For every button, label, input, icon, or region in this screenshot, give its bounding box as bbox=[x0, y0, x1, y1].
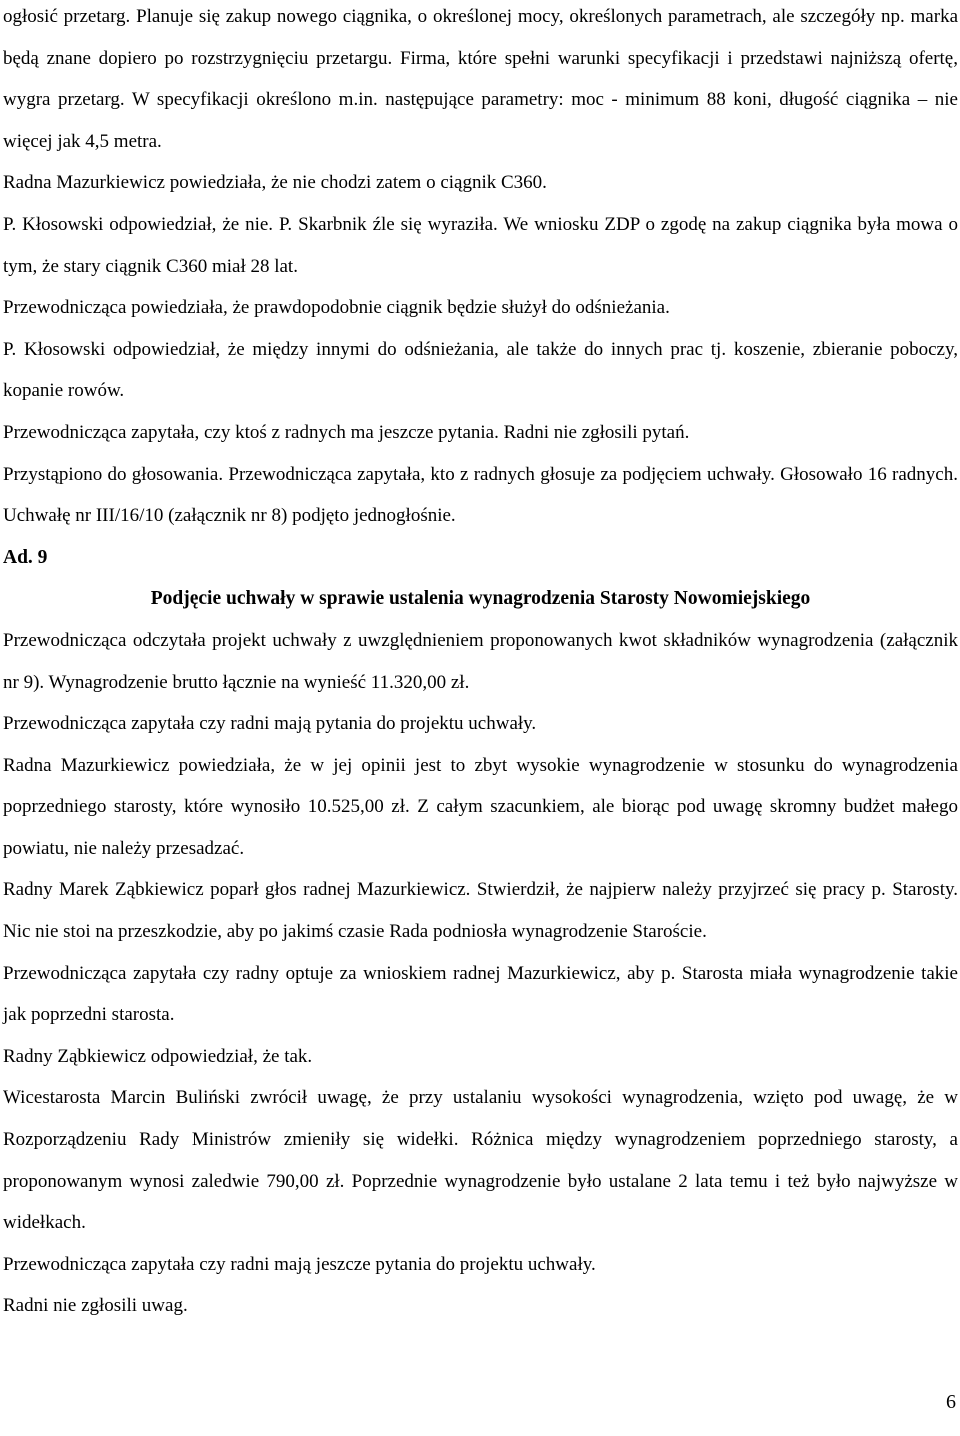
paragraph-chair-further-questions: Przewodnicząca zapytała czy radni mają jeszcze pytania do projektu uchwały. bbox=[3, 1253, 596, 1275]
page-number: 6 bbox=[946, 1391, 956, 1413]
paragraph-chair-asks: Przewodnicząca zapytała czy radni mają pytania do projektu uchwały. bbox=[3, 713, 537, 735]
paragraph-draft-read: Przewodnicząca odczytała projekt uchwały z uwzględnieniem proponowanych kwot składników wynagrodzenia (załącznik nr 9). Wynagrodzenie brutto łącznie na wynieść 11.320,00 zł. bbox=[3, 629, 958, 693]
paragraph-chair-asks-motion: Przewodnicząca zapytała czy radny optuje za wnioskiem radnej Mazurkiewicz, aby p. Starosta miała wynagrodzenie takie jak poprzedni starosta. bbox=[3, 962, 958, 1026]
paragraph-klosowski-answer: P. Kłosowski odpowiedział, że nie. P. Skarbnik źle się wyraziła. We wniosku ZDP o zgodę na zakup ciągnika była mowa o tym, że stary ciągnik C360 miał 28 lat. bbox=[3, 213, 958, 277]
paragraph-mazurkiewicz-c360: Radna Mazurkiewicz powiedziała, że nie chodzi zatem o ciągnik C360. bbox=[3, 172, 547, 194]
paragraph-tender-parameters: ogłosić przetarg. Planuje się zakup nowego ciągnika, o określonej mocy, określonych parametrach, ale szczegóły np. marka będą znane dopiero po rozstrzygnięciu przetargu. Firma, które spełni warunki specyfikacji i przedstawi najniższą ofertę, wygra przetarg. W specyfikacji określono m.in. następujące parametry: moc - minimum 88 koni, długość ciągnika – nie więcej jak 4,5 metra. bbox=[3, 6, 958, 152]
paragraph-no-remarks: Radni nie zgłosili uwag. bbox=[3, 1295, 188, 1317]
agenda-item-label: Ad. 9 bbox=[3, 546, 48, 568]
paragraph-chair-questions: Przewodnicząca zapytała, czy ktoś z radnych ma jeszcze pytania. Radni nie zgłosili pytań. bbox=[3, 421, 690, 443]
paragraph-vote-result: Przystąpiono do głosowania. Przewodnicząca zapytała, kto z radnych głosuje za podjęciem uchwały. Głosowało 16 radnych. Uchwałę nr III/16/10 (załącznik nr 8) podjęto jednogłośnie. bbox=[3, 463, 958, 527]
paragraph-chair-snow-removal: Przewodnicząca powiedziała, że prawdopodobnie ciągnik będzie służył do odśnieżania. bbox=[3, 297, 670, 319]
paragraph-mazurkiewicz-opinion: Radna Mazurkiewicz powiedziała, że w jej opinii jest to zbyt wysokie wynagrodzenie w stosunku do wynagrodzenia poprzedniego starosty, które wynosiło 10.525,00 zł. Z całym szacunkiem, ale biorąc pod uwagę skromny budżet małego powiatu, nie należy przesadzać. bbox=[3, 754, 958, 859]
section-heading: Podjęcie uchwały w sprawie ustalenia wynagrodzenia Starosty Nowomiejskiego bbox=[150, 588, 811, 610]
paragraph-klosowski-other-tasks: P. Kłosowski odpowiedział, że między innymi do odśnieżania, ale także do innych prac tj. koszenie, zbieranie poboczy, kopanie rowów. bbox=[3, 338, 958, 402]
document-page bbox=[3, 0, 958, 1327]
paragraph-zabkiewicz-support: Radny Marek Ząbkiewicz poparł głos radnej Mazurkiewicz. Stwierdził, że najpierw należy przyjrzeć się pracy p. Starosty. Nic nie stoi na przeszkodzie, aby po jakimś czasie Rada podniosła wynagrodzenie Staroście. bbox=[3, 879, 958, 943]
paragraph-bulinski-remark: Wicestarosta Marcin Buliński zwrócił uwagę, że przy ustalaniu wysokości wynagrodzenia, wzięto pod uwagę, że w Rozporządzeniu Rady Ministrów zmieniły się widełki. Różnica między wynagrodzeniem poprzedniego starosty, a proponowanym wynosi zaledwie 790,00 zł. Poprzednie wynagrodzenie było ustalane 2 lata temu i też było najwyższe w widełkach. bbox=[3, 1087, 958, 1234]
paragraph-zabkiewicz-yes: Radny Ząbkiewicz odpowiedział, że tak. bbox=[3, 1045, 313, 1067]
